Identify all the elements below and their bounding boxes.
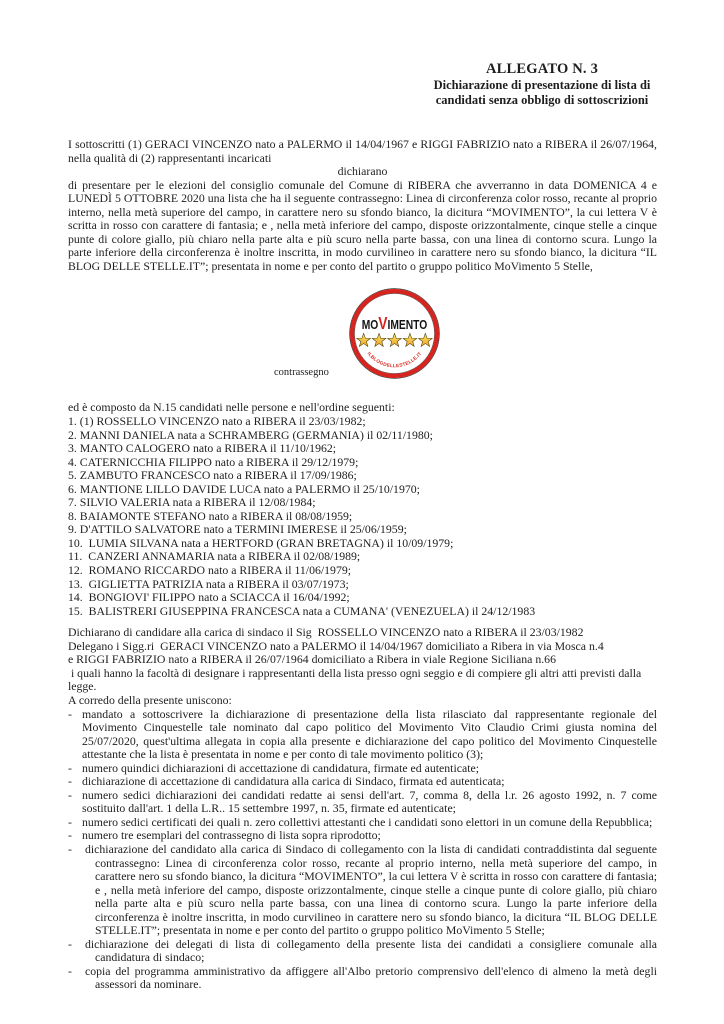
- declaration-line: i quali hanno la facoltà di designare i rappresentanti della lista presso ogni seggio e di compiere gli altri atti previsti dalla legge.: [68, 665, 645, 694]
- candidate-row: 11. CANZERI ANNAMARIA nata a RIBERA il 02/08/1989;: [68, 549, 361, 564]
- candidate-row: 13. GIGLIETTA PATRIZIA nata a RIBERA il 03/07/1973;: [68, 576, 349, 591]
- attachment-text: numero tre esemplari del contrassegno di lista sopra riprodotto;: [82, 828, 381, 843]
- candidates-list: [68, 415, 657, 618]
- movimento-wordmark: MOVIMENTO: [361, 313, 439, 334]
- party-emblem-icon: [347, 286, 442, 381]
- dash-marker: -: [68, 706, 72, 721]
- dash-marker: -: [68, 841, 72, 856]
- attachment-item: [68, 775, 657, 789]
- party-emblem-row: [68, 286, 657, 381]
- attachment-item: [68, 843, 657, 938]
- attachment-text: numero sedici certificati dei quali n. zero collettivi attestanti che i candidati sono elettori in un comune della Repubblica;: [82, 814, 653, 829]
- attachment-item: [68, 762, 657, 776]
- mayor-declaration-block: [68, 626, 657, 707]
- declare-word: dichiarano: [337, 164, 388, 179]
- declaration-line: Delegano i Sigg.ri GERACI VINCENZO nato a PALERMO il 14/04/1967 domiciliato a Ribera in via Mosca n.4: [68, 638, 604, 653]
- candidate-row: 4. CATERNICCHIA FILIPPO nato a RIBERA il 29/12/1979;: [68, 454, 359, 469]
- attachment-text: mandato a sottoscrivere la dichiarazione di presentazione della lista rilasciato dal rappresentante regionale del Movimento Cinquestelle tale nominato dal capo politico del Movimento Vito Claudio Crimi giusta nomina del 25/07/2020, quest'ultima allegata in copia alla presente e dichiarazione del capo politico del Movimento Cinquestelle attestante che la lista è presentata in nome e per conto di tale movimento politico (3);: [82, 706, 657, 762]
- dash-marker: -: [68, 963, 72, 978]
- blog-delle-stelle-arc-text: ILBLOGDELLESTELLE.IT: [365, 352, 424, 370]
- attachment-text: copia del programma amministrativo da affiggere all'Albo pretorio comprensivo dell'elenco di almeno la metà degli assessori da nominare.: [85, 963, 657, 992]
- dash-marker: -: [68, 828, 72, 843]
- candidate-row: 5. ZAMBUTO FRANCESCO nato a RIBERA il 17/09/1986;: [68, 468, 357, 483]
- dash-marker: -: [68, 787, 72, 802]
- attachment-text: dichiarazione del candidato alla carica di Sindaco di collegamento con la lista di candidati contraddistinta dal seguente contrassegno: Linea di circonferenza color rosso, recante al proprio interno, nella metà superiore del campo, in carattere nero su sfondo bianco, la dicitura “MOVIMENTO”, la cui lettera V è scritta in rosso con carattere di fantasia; e , nella metà inferiore del campo, disposte orizzontalmente, cinque stelle a cinque punte di colore giallo, più chiaro nella parte alta e più scuro nella parte bassa, con una linea di contorno scura. Lungo la parte inferiore della circonferenza è inoltre inscritta, in modo curvilineo in carattere nero su sfondo bianco, la dicitura “IL BLOG DELLE STELLE.IT”; presentata in nome e per conto del partito o gruppo politico MoVimento 5 Stelle;: [85, 841, 657, 938]
- attachment-text: numero sedici dichiarazioni dei candidati redatte ai sensi dell'art. 7, comma 8, della l.r. 26 agosto 1992, n. 7 come sostituito dall'art. 1 della L.R.. 15 settembre 1997, n. 35, firmate ed autenticate;: [82, 787, 657, 816]
- dash-marker: -: [68, 760, 72, 775]
- subscribers-paragraph: I sottoscritti (1) GERACI VINCENZO nato a PALERMO il 14/04/1967 e RIGGI FABRIZIO nato a RIBERA il 26/07/1964, nella qualità di (2) rappresentanti incaricati: [68, 137, 657, 165]
- dash-marker: -: [68, 814, 72, 829]
- candidate-row: 15. BALISTRERI GIUSEPPINA FRANCESCA nata a CUMANA' (VENEZUELA) il 24/12/1983: [68, 603, 536, 618]
- candidate-row: 9. D'ATTILO SALVATORE nato a TERMINI IMERESE il 25/06/1959;: [68, 522, 407, 537]
- document-header: [398, 61, 686, 108]
- declaration-line: A corredo della presente uniscono:: [68, 692, 232, 707]
- attachment-text: dichiarazione di accettazione di candidatura alla carica di Sindaco, firmata ed autenticata;: [82, 774, 505, 789]
- document-body: [68, 138, 657, 992]
- candidate-row: 12. ROMANO RICCARDO nato a RIBERA il 11/06/1979;: [68, 563, 352, 578]
- attachment-item: [68, 965, 657, 992]
- attachment-item: [68, 829, 657, 843]
- candidate-row: 3. MANTO CALOGERO nato a RIBERA il 11/10/1962;: [68, 441, 337, 456]
- movimento-5-stelle-logo: [347, 286, 442, 381]
- document-subtitle-line2: candidati senza obbligo di sottoscrizioni: [435, 93, 649, 107]
- emblem-caption: contrassegno: [274, 367, 329, 379]
- attachments-list: [68, 708, 657, 992]
- candidates-intro: ed è composto da N.15 candidati nelle persone e nell'ordine seguenti:: [68, 400, 395, 415]
- attachment-item: [68, 938, 657, 965]
- document-subtitle-line1: Dichiarazione di presentazione di lista di: [433, 78, 651, 92]
- candidate-row: 7. SILVIO VALERIA nata a RIBERA il 12/08/1984;: [68, 495, 316, 510]
- candidate-row: 2. MANNI DANIELA nata a SCHRAMBERG (GERMANIA) il 02/11/1980;: [68, 427, 433, 442]
- candidate-row: 10. LUMIA SILVANA nata a HERTFORD (GRAN BRETAGNA) il 10/09/1979;: [68, 535, 454, 550]
- dash-marker: -: [68, 774, 72, 789]
- candidate-row: 6. MANTIONE LILLO DAVIDE LUCA nato a PALERMO il 25/10/1970;: [68, 481, 420, 496]
- candidate-row: 8. BAIAMONTE STEFANO nato a RIBERA il 08/08/1959;: [68, 508, 353, 523]
- candidate-row: 1. (1) ROSSELLO VINCENZO nato a RIBERA il 23/03/1982;: [68, 414, 366, 429]
- page-title: ALLEGATO N. 3: [485, 61, 599, 77]
- attachment-text: dichiarazione dei delegati di lista di collegamento della presente lista dei candidati a consigliere comunale alla candidatura di sindaco;: [85, 936, 657, 965]
- dash-marker: -: [68, 936, 72, 951]
- candidate-row: 14. BONGIOVI' FILIPPO nato a SCIACCA il 16/04/1992;: [68, 590, 350, 605]
- attachment-item: [68, 708, 657, 762]
- declaration-line: e RIGGI FABRIZIO nato a RIBERA il 26/07/1964 domiciliato a Ribera in viale Regione Siciliana n.66: [68, 652, 556, 667]
- attachment-item: [68, 816, 657, 830]
- declaration-line: Dichiarano di candidare alla carica di sindaco il Sig ROSSELLO VINCENZO nato a RIBERA il 23/03/1982: [68, 625, 584, 640]
- attachment-text: numero quindici dichiarazioni di accettazione di candidatura, firmate ed autenticate;: [82, 760, 479, 775]
- presentation-paragraph: di presentare per le elezioni del consiglio comunale del Comune di RIBERA che avverranno in data DOMENICA 4 e LUNEDÌ 5 OTTOBRE 2020 una lista che ha il seguente contrassegno: Linea di circonferenza color rosso, recante al proprio interno, nella metà superiore del campo, in carattere nero su sfondo bianco, la dicitura “MOVIMENTO”, la cui lettera V è scritta in rosso con carattere di fantasia; e , nella metà inferiore del campo, disposte orizzontalmente, cinque stelle a cinque punte di colore giallo, più chiaro nella parte alta e più scuro nella parte bassa, con una linea di contorno scura. Lungo la parte inferiore della circonferenza è inoltre inscritta, in modo curvilineo in carattere nero su sfondo bianco, la dicitura “IL BLOG DELLE STELLE.IT”; presentata in nome e per conto del partito o gruppo politico MoVimento 5 Stelle,: [68, 177, 657, 273]
- attachment-item: [68, 789, 657, 816]
